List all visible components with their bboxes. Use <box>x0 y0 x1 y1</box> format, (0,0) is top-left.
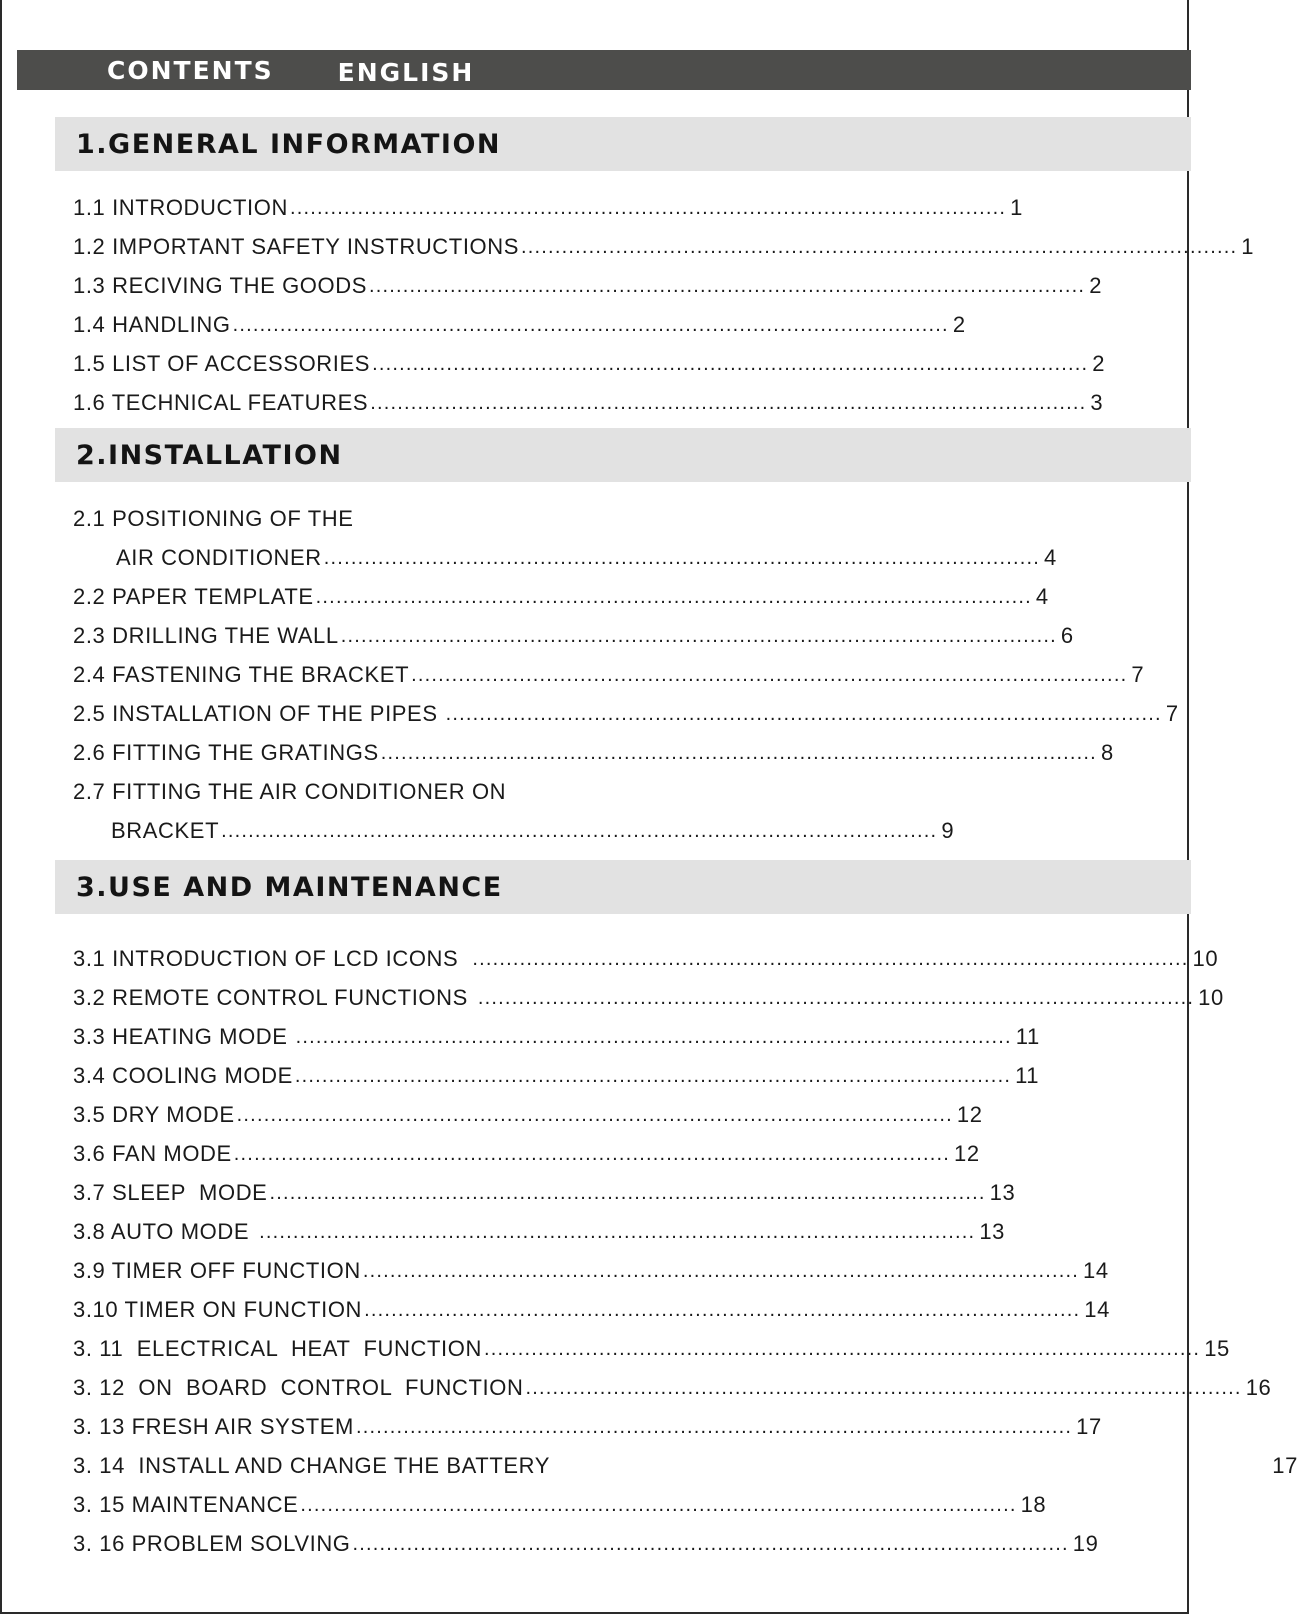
toc-entry-label-first-line[interactable]: 2.7 FITTING THE AIR CONDITIONER ON <box>73 779 507 804</box>
toc-entry[interactable]: 2.2 PAPER TEMPLATE .......................................................................................................... 4 <box>73 582 605 612</box>
toc-entry-page: 17 <box>1076 1414 1102 1439</box>
toc-entry[interactable]: 2.3 DRILLING THE WALL .......................................................................................................... 6 <box>73 621 605 651</box>
toc-entry-label: 1.5 LIST OF ACCESSORIES <box>73 351 371 376</box>
toc-entry[interactable]: 3.8 AUTO MODE .......................................................................................................... 13 <box>73 1217 618 1247</box>
toc-entry-label: 3. 13 FRESH AIR SYSTEM <box>73 1414 354 1439</box>
toc-entry[interactable]: 1.2 IMPORTANT SAFETY INSTRUCTIONS .......................................................................................................... 1 <box>73 232 605 262</box>
toc-entry-label: 3. 15 MAINTENANCE <box>73 1492 299 1517</box>
toc-entry-page: 6 <box>1060 623 1074 648</box>
toc-entry[interactable]: 1.3 RECIVING THE GOODS .......................................................................................................... 2 <box>73 271 605 301</box>
toc-entry-label: 3. 16 PROBLEM SOLVING <box>73 1531 351 1556</box>
toc-entry[interactable]: 3.3 HEATING MODE .......................................................................................................... 11 <box>73 1022 618 1052</box>
toc-entry-label: 2.4 FASTENING THE BRACKET <box>73 662 410 687</box>
toc-entry-label: 3.3 HEATING MODE <box>73 1024 288 1049</box>
toc-entry[interactable]: 1.4 HANDLING .......................................................................................................... 2 <box>73 310 605 340</box>
toc-entry[interactable]: 3.10 TIMER ON FUNCTION .......................................................................................................... 14 <box>73 1295 618 1325</box>
toc-entry-page: 12 <box>954 1141 980 1166</box>
toc-entry[interactable]: 2.4 FASTENING THE BRACKET .......................................................................................................... 7 <box>73 660 605 690</box>
toc-entry[interactable]: 3.9 TIMER OFF FUNCTION .......................................................................................................... 14 <box>73 1256 618 1286</box>
toc-entry-label: 2.5 INSTALLATION OF THE PIPES <box>73 701 438 726</box>
toc-entry-page: 12 <box>956 1102 983 1127</box>
toc-entry-label: 1.2 IMPORTANT SAFETY INSTRUCTIONS <box>73 234 520 259</box>
toc-entry-page: 15 <box>1204 1336 1230 1361</box>
toc-entry-label: 3.1 INTRODUCTION OF LCD ICONS <box>73 946 459 971</box>
toc-entry-label: 3. 12 ON BOARD CONTROL FUNCTION <box>73 1375 524 1400</box>
toc-entry-label: 2.6 FITTING THE GRATINGS <box>73 740 379 765</box>
toc-entry-page: 2 <box>1092 351 1106 376</box>
toc-entry-label: 3.8 AUTO MODE <box>73 1219 250 1244</box>
toc-entry-page: 10 <box>1198 985 1224 1010</box>
toc-entry-page: 11 <box>1015 1024 1040 1049</box>
toc-entry[interactable]: 3.5 DRY MODE .......................................................................................................... 12 <box>73 1100 618 1130</box>
toc-entry-page: 4 <box>1044 545 1057 570</box>
contents-title: CONTENTS <box>107 55 274 85</box>
toc-entry-label: 2.3 DRILLING THE WALL <box>73 623 339 648</box>
toc-entry-page: 14 <box>1083 1258 1109 1283</box>
section-header-use-and-maintenance: 3.USE AND MAINTENANCE <box>55 860 1191 914</box>
toc-entry[interactable] <box>73 1451 1298 1481</box>
toc-entry-page: 17 <box>1272 1453 1298 1478</box>
toc-entry[interactable]: 3. 12 ON BOARD CONTROL FUNCTION .......................................................................................................... 16 <box>73 1373 618 1403</box>
section-header-general-information: 1.GENERAL INFORMATION <box>55 117 1191 171</box>
toc-entry-page: 2 <box>1089 273 1103 298</box>
toc-entry-label: 3.5 DRY MODE <box>73 1102 235 1127</box>
toc-entry-label: 3.10 TIMER ON FUNCTION <box>73 1297 363 1322</box>
section-header-installation: 2.INSTALLATION <box>55 428 1191 482</box>
toc-entry[interactable]: 2.6 FITTING THE GRATINGS .......................................................................................................... 8 <box>73 738 605 768</box>
toc-entry-label: 1.4 HANDLING <box>73 312 231 337</box>
toc-entry-page: 19 <box>1072 1531 1099 1556</box>
toc-entry[interactable]: 3. 15 MAINTENANCE .......................................................................................................... 18 <box>73 1490 618 1520</box>
toc-entry[interactable]: 3. 16 PROBLEM SOLVING .......................................................................................................... 19 <box>73 1529 618 1559</box>
toc-entry-label: 3.2 REMOTE CONTROL FUNCTIONS <box>73 985 468 1010</box>
toc-entry[interactable]: 3.4 COOLING MODE .......................................................................................................... 11 <box>73 1061 618 1091</box>
toc-entry-label: 1.6 TECHNICAL FEATURES <box>73 390 369 415</box>
toc-entry-label: 3.9 TIMER OFF FUNCTION <box>73 1258 361 1283</box>
toc-entry-page: 1 <box>1241 234 1255 259</box>
toc-entry[interactable]: 3. 13 FRESH AIR SYSTEM .......................................................................................................... 17 <box>73 1412 618 1442</box>
language-label: ENGLISH <box>337 57 475 87</box>
toc-entry-label: 1.3 RECIVING THE GOODS <box>73 273 367 298</box>
toc-entry[interactable]: AIR CONDITIONER .......................................................................................................... 4 <box>116 543 605 573</box>
toc-entry[interactable]: 1.5 LIST OF ACCESSORIES .......................................................................................................... 2 <box>73 349 605 379</box>
contents-header-bar <box>17 50 1191 90</box>
toc-entry-label: BRACKET <box>111 818 220 843</box>
toc-entry-page: 7 <box>1165 701 1179 726</box>
toc-entry[interactable]: 3. 11 ELECTRICAL HEAT FUNCTION .......................................................................................................... 15 <box>73 1334 618 1364</box>
toc-entry-page: 8 <box>1100 740 1114 765</box>
toc-entry-page: 11 <box>1015 1063 1040 1088</box>
toc-entry-label: 2.2 PAPER TEMPLATE <box>73 584 314 609</box>
toc-entry-page: 13 <box>989 1180 1016 1205</box>
toc-entry[interactable]: BRACKET .......................................................................................................... 9 <box>111 816 605 846</box>
toc-entry-page: 7 <box>1131 662 1145 687</box>
toc-entry-label: AIR CONDITIONER <box>116 545 322 570</box>
toc-entry[interactable]: 3.7 SLEEP MODE .......................................................................................................... 13 <box>73 1178 618 1208</box>
toc-entry[interactable]: 2.5 INSTALLATION OF THE PIPES .......................................................................................................... 7 <box>73 699 605 729</box>
toc-entry-page: 10 <box>1192 946 1219 971</box>
toc-entry[interactable]: 1.6 TECHNICAL FEATURES .......................................................................................................... 3 <box>73 388 605 418</box>
toc-entry-page: 18 <box>1020 1492 1047 1517</box>
toc-entry-label: 1.1 INTRODUCTION <box>73 195 288 220</box>
toc-entry-page: 16 <box>1245 1375 1272 1400</box>
toc-entry-page: 1 <box>1010 195 1024 220</box>
toc-entry-label: 3. 11 ELECTRICAL HEAT FUNCTION <box>73 1336 482 1361</box>
toc-entry-label: 3.6 FAN MODE <box>73 1141 232 1166</box>
toc-entry[interactable]: 3.6 FAN MODE .......................................................................................................... 12 <box>73 1139 618 1169</box>
toc-entry-page: 13 <box>979 1219 1005 1244</box>
toc-entry-page: 4 <box>1035 584 1049 609</box>
toc-entry[interactable]: 3.2 REMOTE CONTROL FUNCTIONS .......................................................................................................... 10 <box>73 983 618 1013</box>
toc-entry-page: 2 <box>952 312 966 337</box>
toc-entry-label-first-line[interactable]: 2.1 POSITIONING OF THE <box>73 506 354 531</box>
toc-entry[interactable]: 1.1 INTRODUCTION .......................................................................................................... 1 <box>73 193 605 223</box>
toc-entry-page: 9 <box>941 818 955 843</box>
toc-entry[interactable]: 3.1 INTRODUCTION OF LCD ICONS .......................................................................................................... 10 <box>73 944 618 974</box>
toc-entry-page: 3 <box>1090 390 1104 415</box>
toc-entry-label: 3.7 SLEEP MODE <box>73 1180 268 1205</box>
toc-entry-label: 3. 14 INSTALL AND CHANGE THE BATTERY <box>73 1453 551 1478</box>
toc-entry-label: 3.4 COOLING MODE <box>73 1063 293 1088</box>
toc-entry-page: 14 <box>1084 1297 1110 1322</box>
